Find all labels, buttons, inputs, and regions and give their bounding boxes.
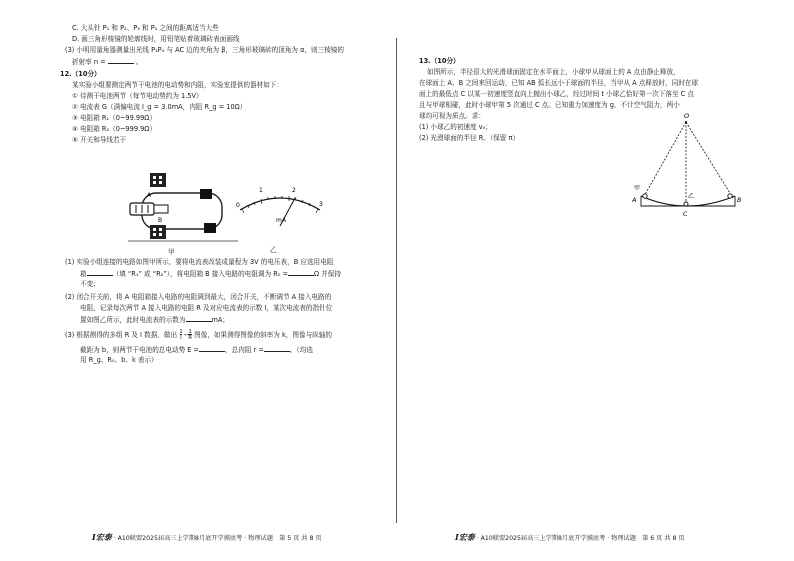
answer-blank	[288, 269, 314, 276]
dial-arc	[240, 198, 320, 210]
resistance-box-a	[150, 173, 166, 187]
ball-yi	[684, 202, 688, 206]
q12-sub1-line2: 箱 （填 “R₁” 或 “R₂”），将电阻箱 B 接入电路的电阻调为 R₀ = Ω 并保持	[80, 270, 341, 278]
prev-q3-label: 折射率 n =	[72, 58, 106, 66]
answer-blank	[186, 315, 212, 322]
q12-sub2-line1: (2) 闭合开关前，将 A 电阻箱接入电路的电阻调到最大，闭合开关，不断调节 A 接入电路的	[65, 293, 332, 301]
label-o: O	[684, 112, 690, 120]
q12-sub3-line3: 用 R_g、R₀、b、k 表示）	[80, 356, 158, 364]
ball-jia	[643, 194, 647, 198]
footer-left	[92, 532, 322, 543]
fraction-1-over-r: $\frac{1}{R}$	[188, 329, 193, 341]
q12-sub3-line1: (3) 根据测得的多组 R 及 I 数据，做出 $\frac{1}{I}-\frac{1}{R}$ 图像，如果测得图像的斜率为 k，图像与纵轴的	[65, 329, 332, 341]
q13-para-5: 球均可视为质点。求：	[419, 112, 485, 120]
label-yi: 乙	[688, 193, 695, 200]
q13-ask-2: (2) 光滑球面的半径 R。（保留 π）	[419, 134, 520, 142]
q12-sub1-line3: 不变；	[80, 280, 100, 288]
right-page	[397, 0, 794, 561]
answer-blank	[87, 269, 113, 276]
q13-para-1: 如图所示，半径很大的光滑球面固定在水平面上，小球甲从球面上的 A 点由静止释放，	[427, 68, 680, 76]
q13-number: 13.（10分）	[419, 57, 460, 65]
label-a: A	[632, 196, 637, 204]
radius-line-b	[686, 122, 733, 198]
answer-blank	[108, 57, 134, 64]
brand-logo: I宏泰	[92, 532, 112, 542]
brand-logo: I宏泰	[455, 532, 475, 542]
label-b: B	[158, 217, 163, 224]
resistance-box-b	[150, 225, 166, 239]
label-b: B	[737, 196, 742, 204]
option-c: C. 大头针 P₁ 和 P₂、P₃ 和 P₄ 之间的距离适当大些	[72, 24, 219, 32]
meter-base	[204, 223, 216, 233]
q13-para-3: 面上的最低点 C 以某一初速度竖直向上抛出小球乙，经过时间 t 小球乙恰好第一次下落至 C 点	[419, 90, 694, 98]
dial-unit: mA	[276, 217, 286, 224]
figure-ammeter-dial	[232, 180, 326, 234]
prev-q3-line1: (3) 小明用量角器测量出光线 P₃P₄ 与 AC 边的夹角为 β，三角形玻璃砖的顶角为 α，则三棱镜的	[65, 46, 344, 54]
tick-2: 2	[292, 187, 296, 194]
label-jia: 甲	[634, 185, 641, 192]
q12-item-5: ⑤ 开关和导线若干	[72, 136, 127, 144]
q12-sub1-line1: (1) 实验小组连接的电路如图甲所示，要将电流表改装成量程为 3V 的电压表，B 应选用电阻	[65, 258, 334, 266]
prev-q3-end: 。	[135, 58, 143, 66]
caption-jia: 甲	[168, 248, 175, 256]
q12-intro: 某实验小组要测定两节干电池的电动势和内阻，实验室提供的器材如下：	[72, 81, 283, 89]
q12-sub2-line2: 电阻，记录每次两节 A 接入电路的电阻 R 及对应电流表的示数 I，某次电流表的指针位	[80, 304, 333, 312]
q12-sub3-line2: 截距为 b，则两节干电池的总电动势 E = ，总内阻 r = 。（均选	[80, 346, 313, 354]
answer-blank	[264, 345, 290, 352]
q13-para-4: 且与甲球相碰，此时小球甲第 5 次通过 C 点。已知重力加速度为 g，不计空气阻力，两小	[419, 101, 680, 109]
label-c: C	[683, 210, 688, 218]
q12-item-2: ② 电流表 G（满偏电流 I_g = 3.0mA，内阻 R_g = 10Ω）	[72, 103, 247, 111]
fraction-1-over-i: $\frac{1}{I}$	[179, 329, 183, 341]
tick-0: 0	[236, 202, 240, 209]
switch	[200, 189, 212, 199]
q13-para-2: 在球面上 A、B 之间来回运动，已知 AB 弧长远小于球面的半径，当甲从 A 点释放时，同时在球	[419, 79, 699, 87]
caption-yi: 乙	[270, 246, 277, 254]
ball-b-marker	[728, 194, 732, 198]
tick-1: 1	[259, 187, 263, 194]
label-a: A	[147, 192, 152, 199]
q12-item-1: ① 待测干电池两节（每节电动势约为 1.5V）	[72, 92, 203, 100]
prev-q3-line2	[72, 57, 143, 67]
q12-item-4: ④ 电阻箱 R₂（0~999.9Ω）	[72, 125, 156, 133]
q12-number: 12.（10分）	[60, 70, 101, 78]
answer-blank	[199, 345, 225, 352]
q12-sub2-line3: 置如图乙所示，此时电流表的示数为 mA；	[80, 316, 230, 324]
figure-sphere	[632, 110, 747, 220]
footer-text: · A10联盟2025届高三上学期8月底开学摸底考 · 物理试题 第 6 页 共 8 页	[476, 535, 685, 542]
option-d: D. 画三角形棱镜的轮廓线时，用铅笔贴着玻璃砖表面画线	[72, 35, 240, 43]
q12-item-3: ③ 电阻箱 R₁（0~99.99Ω）	[72, 114, 156, 122]
radius-line-a	[643, 122, 686, 198]
footer-right	[455, 532, 685, 543]
tick-3: 3	[319, 201, 323, 208]
footer-text: · A10联盟2025届高三上学期8月底开学摸底考 · 物理试题 第 5 页 共 8 页	[113, 535, 322, 542]
figure-circuit	[128, 171, 238, 245]
q13-ask-1: (1) 小球乙的初速度 v₀；	[419, 123, 492, 131]
galvanometer	[154, 205, 168, 213]
